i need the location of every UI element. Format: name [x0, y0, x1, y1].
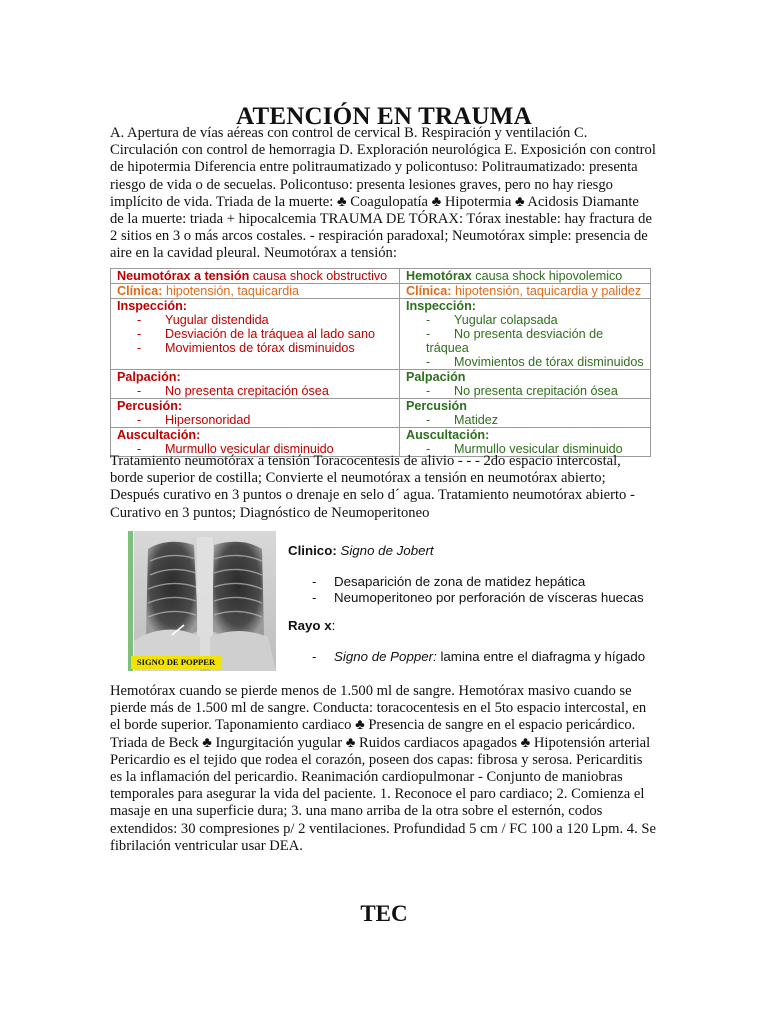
- list-item: - Movimientos de tórax disminuidos: [137, 341, 355, 355]
- neumotorax-clinica-cell: [111, 284, 400, 299]
- neumotorax-subtitle: causa shock obstructivo: [249, 269, 388, 283]
- page-title: ATENCIÓN EN TRAUMA: [236, 102, 532, 130]
- list-item: - Desaparición de zona de matidez hepática: [312, 574, 586, 589]
- list-item: - No presenta desviación de tráquea: [426, 327, 604, 355]
- neumotorax-header-cell: [111, 269, 400, 284]
- clinico-list: [312, 574, 644, 606]
- hemotorax-paragraph: Hemotórax cuando se pierde menos de 1.500 ml de sangre. Hemotórax masivo cuando se pierde más de 1.500 ml de sangre. Conducta: toracocentesis en el 5to espacio intercostal, en el borde superior. Taponamiento cardiaco ♣ Presencia de sangre en el espacio pericárdico. Triada de Beck ♣ Ingurgitación yugular ♣ Ruidos cardiacos apagados ♣ Hipotensión arterial Pericardio es el tejido que rodea el corazón, poseen dos capas: fibrosa y serosa. Pericarditis es la inflamación del pericardio. Reanimación cardiopulmonar - Conjunto de maniobras temporales para asegurar la vida del paciente. 1. Reconoce el paro cardiaco; 2. Comienza el masaje en una superficie dura; 3. una mano arriba de la otra sobre el esternón, codos extendidos: 30 compresiones p/ 2 ventilaciones. Profundidad 5 cm / FC 100 a 120 Lpm. 4. Se fibrilación ventricular usar DEA.: [110, 683, 656, 854]
- auscultacion-label: Auscultación:: [406, 428, 490, 442]
- neumotorax-percusion-cell: [111, 399, 400, 428]
- hemotorax-inspeccion-cell: [400, 299, 651, 370]
- list-item: - Matidez: [426, 413, 499, 427]
- neumotorax-title: Neumotórax a tensión: [117, 269, 250, 283]
- percusion-label: Percusión:: [117, 399, 183, 413]
- table-row-palpacion: [111, 370, 651, 399]
- list-item: - No presenta crepitación ósea: [426, 384, 618, 398]
- table-row-percusion: [111, 399, 651, 428]
- clinico-heading: Clinico: Signo de Jobert: [288, 543, 434, 558]
- rayo-x-heading: Rayo x:: [288, 618, 336, 633]
- table-row-clinica: [111, 284, 651, 299]
- clinica-label: Clínica:: [406, 284, 452, 298]
- inspeccion-label: Inspección:: [117, 299, 187, 313]
- intro-paragraph: A. Apertura de vías aéreas con control de cervical B. Respiración y ventilación C. Circulación con control de hemorragia D. Exploración neurológica E. Exposición con control de hipotermia Diferencia entre politraumatizado y policontuso: Politraumatizado: presenta riesgo de vida o de secuelas. Policontuso: presenta lesiones graves, pero no hay riesgo implícito de vida. Triada de la muerte: ♣ Coagulopatía ♣ Hipotermia ♣ Acidosis Diamante de la muerte: triada + hipocalcemia TRAUMA DE TÓRAX: Tórax inestable: hay fractura de 2 sitios en 3 o más arcos costales. - respiración paradoxal; Neumotórax simple: presencia de aire en la cavidad pleural. Neumotórax a tensión:: [110, 125, 656, 262]
- hemotorax-title: Hemotórax: [406, 269, 472, 283]
- neumotorax-inspeccion-cell: [111, 299, 400, 370]
- list-item: - Signo de Popper: lamina entre el diafragma y hígado: [312, 649, 646, 664]
- image-border-strip: [128, 531, 133, 671]
- list-item: - Hipersonoridad: [137, 413, 251, 427]
- palpacion-label: Palpación: [406, 370, 466, 384]
- clinica-label: Clínica:: [117, 284, 163, 298]
- tec-heading: TEC: [360, 901, 408, 926]
- hemotorax-header-cell: [400, 269, 651, 284]
- list-item: - Movimientos de tórax disminuidos: [426, 355, 644, 369]
- hemotorax-percusion-cell: [400, 399, 651, 428]
- palpacion-label: Palpación:: [117, 370, 181, 384]
- neumotorax-palpacion-cell: [111, 370, 400, 399]
- list-item: - Yugular distendida: [137, 313, 269, 327]
- treatment-paragraph: Tratamiento neumotórax a tensión Toracocentesis de alivio - - - 2do espacio intercostal, borde superior de costilla; Convierte el neumotórax a tensión en neumotórax abierto; Después curativo en 3 puntos o drenaje en selo d´ agua. Tratamiento neumotórax abierto - Curativo en 3 puntos; Diagnóstico de Neumoperitoneo: [110, 453, 635, 521]
- signo-de-popper-label: SIGNO DE POPPER: [131, 656, 221, 669]
- clinica-text: hipotensión, taquicardia: [162, 284, 300, 298]
- percusion-label: Percusión: [406, 399, 467, 413]
- xray-illustration: [134, 531, 276, 671]
- list-item: - Yugular colapsada: [426, 313, 558, 327]
- list-item: - Murmullo vesicular disminuido: [426, 442, 623, 456]
- rayo-x-list: [312, 649, 645, 665]
- list-item: - Desviación de la tráquea al lado sano: [137, 327, 376, 341]
- list-item: - No presenta crepitación ósea: [137, 384, 329, 398]
- inspeccion-label: Inspección:: [406, 299, 476, 313]
- hemotorax-subtitle: causa shock hipovolemico: [471, 269, 623, 283]
- list-item: - Neumoperitoneo por perforación de vísceras huecas: [312, 590, 644, 605]
- clinica-text: hipotensión, taquicardia y palidez: [451, 284, 642, 298]
- chest-xray-image: [128, 531, 276, 671]
- list-item: - Murmullo vesicular disminuido: [137, 442, 334, 456]
- hemotorax-clinica-cell: [400, 284, 651, 299]
- auscultacion-label: Auscultación:: [117, 428, 201, 442]
- comparison-table: [110, 268, 651, 457]
- table-row-header: [111, 269, 651, 284]
- table-row-inspeccion: [111, 299, 651, 370]
- hemotorax-palpacion-cell: [400, 370, 651, 399]
